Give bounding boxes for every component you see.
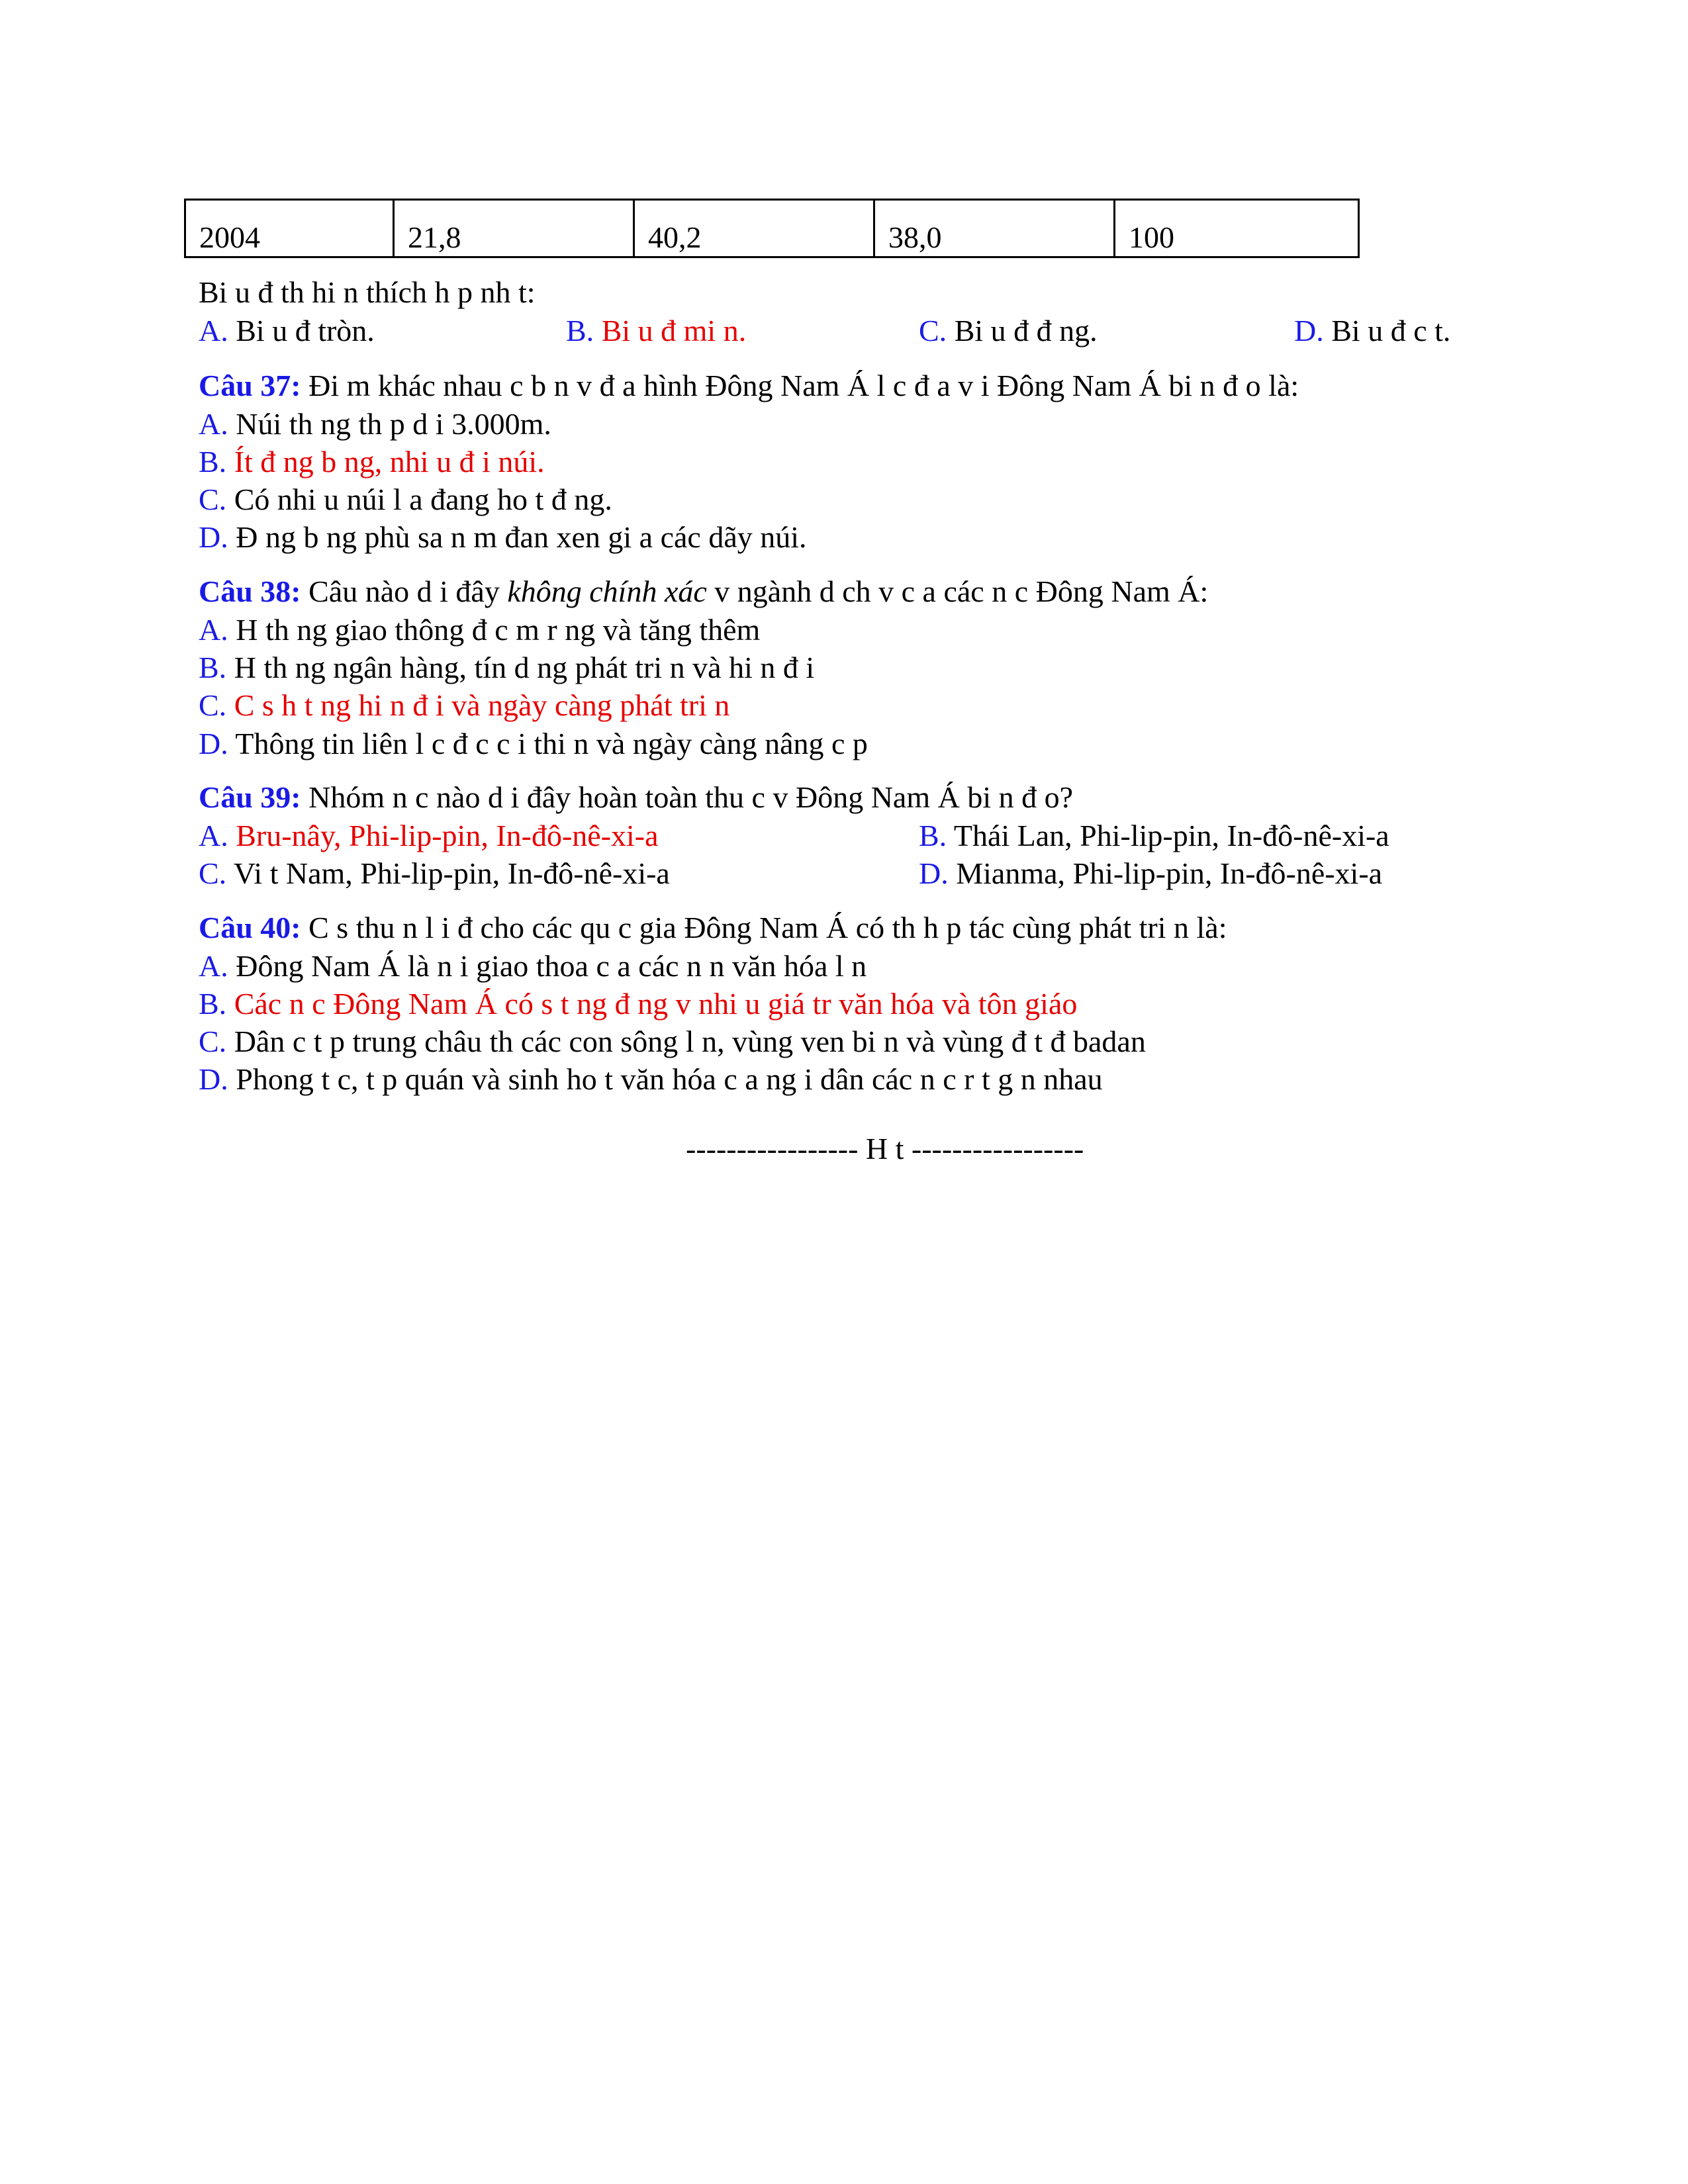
option-text: H th ng giao thông đ c m r ng và tăng thêm <box>236 613 761 647</box>
q39-option-b <box>919 817 1389 854</box>
option-letter: C. <box>919 314 947 347</box>
option-letter: D. <box>199 520 228 554</box>
option-text: H th ng ngân hàng, tín d ng phát tri n và hi n đ i <box>234 651 815 684</box>
question-text: Câu nào d i đây <box>308 574 508 608</box>
option-text-correct: C s h t ng hi n đ i và ngày càng phát tri n <box>234 688 730 722</box>
option-text: Bi u đ c t. <box>1331 314 1451 347</box>
question-text-emphasis: không chính xác <box>507 574 707 608</box>
option-text-correct: Bi u đ mi n. <box>601 314 747 347</box>
option-text: Mianma, Phi-lip-pin, In-đô-nê-xi-a <box>956 856 1383 890</box>
q38-option-b <box>199 649 814 686</box>
option-letter: D. <box>1294 314 1324 347</box>
question-label: Câu 39: <box>199 780 301 814</box>
q36-option-a <box>199 314 375 347</box>
option-text: Thông tin liên l c đ c c i thi n và ngày càng nâng c p <box>235 727 868 760</box>
option-text: Dân c t p trung châu th các con sông l n, vùng ven bi n và vùng đ t đ badan <box>234 1024 1146 1058</box>
q36-option-b <box>566 312 746 349</box>
question-label: Câu 38: <box>199 574 301 608</box>
q37-stem <box>199 367 1299 404</box>
option-text: Thái Lan, Phi-lip-pin, In-đô-nê-xi-a <box>953 819 1389 852</box>
q36-stem: Bi u đ th hi n thích h p nh t: <box>199 275 536 309</box>
table-cell: 21,8 <box>394 200 634 257</box>
option-letter: B. <box>919 819 947 852</box>
option-letter: B. <box>566 314 594 347</box>
q40-option-b <box>199 985 1077 1023</box>
q39-option-c <box>199 856 670 890</box>
option-text: Bi u đ tròn. <box>236 314 375 347</box>
option-letter: A. <box>199 949 228 983</box>
option-letter: A. <box>199 314 228 347</box>
option-letter: D. <box>199 1062 228 1096</box>
option-letter: B. <box>199 445 227 478</box>
question-text: v ngành d ch v c a các n c Đông Nam Á: <box>706 574 1209 608</box>
question-label: Câu 40: <box>199 911 301 944</box>
question-text: Đi m khác nhau c b n v đ a hình Đông Nam Á l c đ a v i Đông Nam Á bi n đ o là: <box>308 369 1299 402</box>
option-letter: A. <box>199 613 228 647</box>
end-marker: ----------------- H t ----------------- <box>686 1132 1084 1165</box>
option-letter: C. <box>199 856 227 890</box>
option-letter: C. <box>199 1024 227 1058</box>
q39-option-d <box>919 855 1382 892</box>
option-letter: A. <box>199 407 228 441</box>
q37-option-b <box>199 443 545 480</box>
q36-option-c <box>919 312 1098 349</box>
option-text: Có nhi u núi l a đang ho t đ ng. <box>234 482 612 516</box>
q37-option-d <box>199 519 807 556</box>
table-row <box>185 200 1359 257</box>
option-text-correct: Bru-nây, Phi-lip-pin, In-đô-nê-xi-a <box>236 819 659 852</box>
option-letter: A. <box>199 819 228 852</box>
question-text: C s thu n l i đ cho các qu c gia Đông Nam Á có th h p tác cùng phát tri n là: <box>308 911 1227 944</box>
q40-option-a <box>199 948 867 985</box>
option-letter: D. <box>199 727 228 760</box>
q38-option-d <box>199 725 868 762</box>
q39-options-row-1 <box>199 817 1496 854</box>
q38-option-c <box>199 687 729 724</box>
option-text: Núi th ng th p d i 3.000m. <box>236 407 551 441</box>
q38-stem <box>199 573 1208 610</box>
option-text: Phong t c, t p quán và sinh ho t văn hóa c a ng i dân các n c r t g n nhau <box>236 1062 1103 1096</box>
q37-option-c <box>199 481 612 518</box>
option-text: Vi t Nam, Phi-lip-pin, In-đô-nê-xi-a <box>233 856 670 890</box>
q40-stem <box>199 909 1227 946</box>
q36-options <box>199 312 1496 349</box>
table-cell: 40,2 <box>634 200 874 257</box>
option-letter: C. <box>199 482 227 516</box>
data-table <box>184 199 1360 258</box>
option-text: Bi u đ đ ng. <box>954 314 1098 347</box>
q39-stem <box>199 779 1073 816</box>
option-letter: C. <box>199 688 227 722</box>
question-text: Nhóm n c nào d i đây hoàn toàn thu c v Đông Nam Á bi n đ o? <box>308 780 1074 814</box>
table-cell: 38,0 <box>874 200 1115 257</box>
option-letter: B. <box>199 651 227 684</box>
option-text-correct: Các n c Đông Nam Á có s t ng đ ng v nhi u giá tr văn hóa và tôn giáo <box>234 987 1078 1021</box>
option-letter: D. <box>919 856 949 890</box>
q36-option-d <box>1294 312 1450 349</box>
option-letter: B. <box>199 987 227 1021</box>
question-label: Câu 37: <box>199 369 301 402</box>
q37-option-a <box>199 406 551 443</box>
q38-option-a <box>199 612 760 649</box>
q40-option-d <box>199 1061 1103 1098</box>
option-text-correct: Ít đ ng b ng, nhi u đ i núi. <box>234 445 545 478</box>
table-cell-year: 2004 <box>185 200 394 257</box>
option-text: Đông Nam Á là n i giao thoa c a các n n văn hóa l n <box>236 949 867 983</box>
q39-option-a <box>199 819 659 852</box>
q39-options-row-2 <box>199 855 1496 892</box>
option-text: Đ ng b ng phù sa n m đan xen gi a các dãy núi. <box>236 520 807 554</box>
table-cell-total: 100 <box>1115 200 1359 257</box>
q40-option-c <box>199 1023 1146 1060</box>
